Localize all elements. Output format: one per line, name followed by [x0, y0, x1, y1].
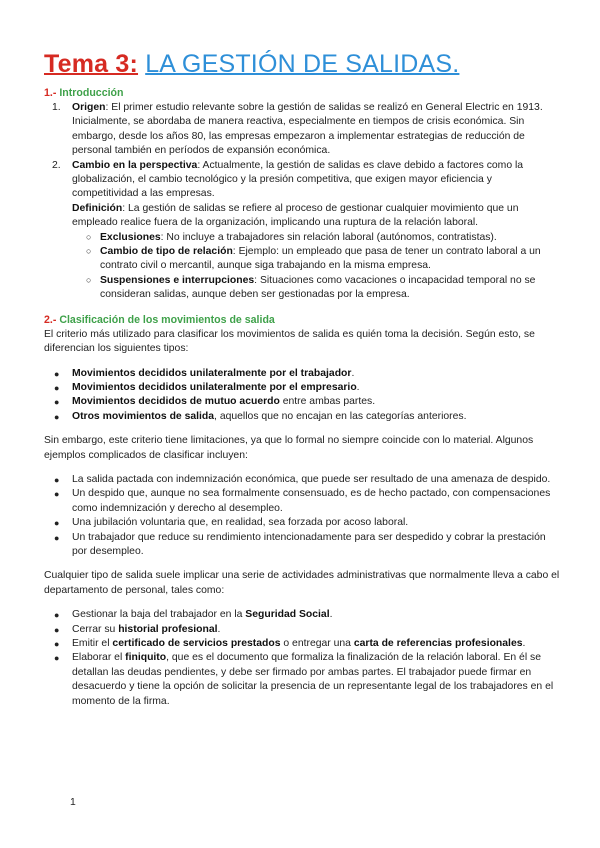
title-number: Tema 3:	[44, 50, 139, 78]
list-item	[44, 623, 560, 637]
admin-list	[44, 608, 560, 709]
item-text: .	[329, 609, 333, 621]
item-text: Una jubilación voluntaria que, en realidad, sea forzada por acoso laboral.	[72, 517, 409, 529]
list-item	[44, 516, 560, 530]
intro-list	[44, 101, 560, 231]
list-item	[44, 381, 560, 395]
term-text: : Actualmente, la gestión de salidas es clave debido a factores como la globalización, el cambio tecnológico y la presión competitiva, que exigen mayor eficiencia y competitividad a las empresas.	[72, 159, 524, 200]
item-text: , que es el documento que formaliza la finalización de la relación laboral. En él se detallan las deudas pendientes, y debe ser firmado por ambas partes. El trabajador puede firmar en desacuerdo y tiene la opción de solicitar la presencia de un representante legal de los trabajadores en el momento de la firma.	[72, 652, 554, 707]
bullet-icon: ●	[54, 489, 60, 500]
list-item	[44, 367, 560, 381]
item-text: La salida pactada con indemnización económica, que puede ser resultado de una amenaza de despido.	[72, 473, 551, 485]
item-text: .	[351, 367, 355, 379]
bullet-icon: ●	[54, 518, 60, 529]
circle-bullet-icon: ○	[86, 274, 92, 285]
sublist-item	[44, 274, 560, 303]
sub-label: Cambio de tipo de relación	[100, 246, 233, 258]
admin-intro: Cualquier tipo de salida suele implicar una serie de actividades administrativas que normalmente lleva a cabo el departamento de personal, tales como:	[44, 570, 560, 596]
bullet-icon: ●	[54, 610, 60, 621]
section-2-title: Clasificación de los movimientos de salida	[59, 313, 275, 326]
item-text: .	[522, 638, 526, 649]
section-1-heading	[44, 86, 560, 100]
definition-label: Definición	[72, 202, 123, 214]
bullet-icon: ●	[54, 532, 60, 543]
item-text: entre ambas partes.	[279, 396, 376, 408]
list-item	[44, 637, 560, 651]
section-2-number: 2.-	[44, 313, 57, 326]
intro-item-cambio	[44, 159, 560, 231]
bullet-icon: ●	[54, 639, 60, 649]
bullet-icon: ●	[54, 474, 60, 485]
list-item	[44, 531, 560, 560]
sub-text: : Ejemplo: un empleado que pasa de tener un contrato laboral a un contrato civil o mercantil, aunque siga trabajando en la misma empresa.	[100, 246, 541, 272]
bullet-icon: ●	[54, 382, 60, 393]
list-item	[44, 608, 560, 622]
list-item	[44, 651, 560, 709]
item-bold: carta de referencias profesionales	[353, 638, 523, 649]
page-number: 1	[70, 797, 76, 808]
list-item	[44, 395, 560, 409]
item-text: Cerrar su	[72, 623, 119, 635]
list-item	[44, 473, 560, 487]
sub-label: Exclusiones	[100, 231, 161, 243]
circle-bullet-icon: ○	[86, 231, 92, 242]
list-marker: 2.	[52, 159, 61, 171]
sub-text: : No incluye a trabajadores sin relación laboral (autónomos, contratistas).	[160, 231, 497, 243]
item-text: Un despido que, aunque no sea formalmente consensuado, es de hecho pactado, con compensaciones como indemnización y derecho al desempleo.	[72, 488, 551, 514]
list-item	[44, 487, 560, 516]
list-marker: 1.	[52, 102, 61, 113]
sublist-item	[44, 231, 560, 245]
definition	[72, 202, 560, 231]
bullet-icon: ●	[54, 624, 60, 635]
item-text: Elaborar el	[72, 652, 126, 664]
item-label: Otros movimientos de salida	[72, 410, 215, 422]
bullet-icon: ●	[54, 368, 60, 379]
item-text: Gestionar la baja del trabajador en la	[72, 609, 246, 621]
circle-bullet-icon: ○	[86, 246, 92, 257]
document-title	[44, 48, 560, 80]
term-label: Cambio en la perspectiva	[72, 159, 198, 171]
item-bold: Seguridad Social	[245, 609, 330, 621]
item-text: Emitir el	[72, 638, 113, 649]
list-item	[44, 410, 560, 424]
types-list	[44, 367, 560, 425]
item-bold: certificado de servicios prestados	[112, 638, 281, 649]
bullet-icon: ●	[54, 411, 60, 422]
intro-item-origen	[44, 101, 560, 159]
item-text: .	[217, 623, 221, 635]
item-text: Un trabajador que reduce su rendimiento intencionadamente para ser despedido y cobrar la prestación por desempleo.	[72, 531, 546, 557]
bullet-icon: ●	[54, 397, 60, 408]
sublist-item	[44, 245, 560, 274]
title-text: LA GESTIÓN DE SALIDAS.	[145, 50, 460, 78]
item-text: .	[356, 381, 360, 393]
limitations-intro: Sin embargo, este criterio tiene limitaciones, ya que lo formal no siempre coincide con lo material. Algunos ejemplos complicados de clasificar incluyen:	[44, 435, 534, 461]
definition-sublist	[44, 231, 560, 303]
classification-intro: El criterio más utilizado para clasificar los movimientos de salida es quién toma la decisión. Según esto, se diferencian los siguientes tipos:	[44, 328, 535, 355]
bullet-icon: ●	[54, 653, 60, 664]
item-text: , aquellos que no encajan en las categorías anteriores.	[214, 410, 467, 422]
item-label: Movimientos decididos de mutuo acuerdo	[72, 396, 280, 408]
section-1-number: 1.-	[44, 87, 57, 99]
definition-text: : La gestión de salidas se refiere al proceso de gestionar cualquier movimiento que un empleado realice fuera de la organización, implicando una ruptura de la relación laboral.	[72, 202, 519, 229]
item-label: Movimientos decididos unilateralmente por el empresario	[72, 381, 357, 393]
term-label: Origen	[72, 102, 106, 113]
section-2-heading	[44, 313, 560, 327]
section-1-title: Introducción	[59, 87, 124, 99]
examples-list	[44, 473, 560, 559]
item-bold: historial profesional	[118, 623, 218, 635]
term-text: : El primer estudio relevante sobre la gestión de salidas se realizó en General Electric en 1913. Inicialmente, se abordaba de manera reactiva, especialmente en tiempos de crisis económica. Sin embargo, desde los años 80, las empresas empezaron a implementar estrategias de reducción de personal también en períodos de expansión económica.	[72, 102, 543, 157]
item-label: Movimientos decididos unilateralmente por el trabajador	[72, 367, 352, 379]
sub-text: : Situaciones como vacaciones o incapacidad temporal no se consideran salidas, aunque deben ser gestionadas por la empresa.	[100, 274, 536, 301]
item-bold: finiquito	[125, 652, 167, 664]
sub-label: Suspensiones e interrupciones	[100, 274, 255, 286]
item-text: o entregar una	[280, 638, 354, 649]
